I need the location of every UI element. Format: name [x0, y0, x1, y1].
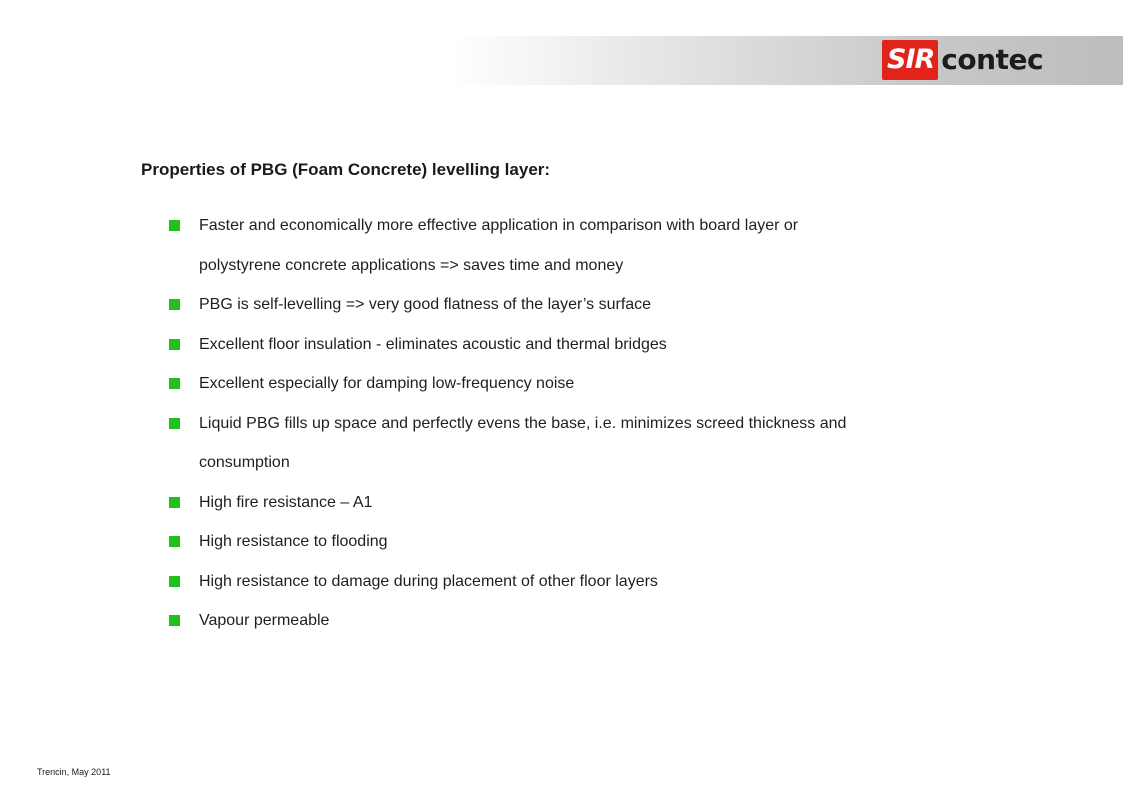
list-item-text: Vapour permeable	[199, 612, 330, 629]
list-item	[167, 562, 867, 602]
green-square-bullet-icon	[169, 576, 180, 587]
green-square-bullet-icon	[169, 536, 180, 547]
list-item	[167, 285, 867, 325]
list-item	[167, 206, 867, 285]
list-item	[167, 483, 867, 523]
green-square-bullet-icon	[169, 339, 180, 350]
green-square-bullet-icon	[169, 497, 180, 508]
company-logo	[882, 40, 1043, 80]
footer-date: Trencin, May 2011	[37, 767, 111, 777]
list-item	[167, 325, 867, 365]
logo-prefix: SIR	[882, 40, 938, 80]
list-item-text: High resistance to flooding	[199, 533, 388, 550]
list-item-text: Faster and economically more effective application in comparison with board layer or polystyrene concrete applications => saves time and money	[199, 217, 799, 274]
green-square-bullet-icon	[169, 378, 180, 389]
page-title: Properties of PBG (Foam Concrete) levelling layer:	[141, 160, 551, 179]
list-item-text: PBG is self-levelling => very good flatness of the layer’s surface	[199, 296, 652, 313]
logo-suffix: contec	[941, 43, 1044, 76]
green-square-bullet-icon	[169, 220, 180, 231]
list-item-text: High resistance to damage during placement of other floor layers	[199, 572, 658, 590]
list-item	[167, 364, 867, 404]
list-item-text: Excellent floor insulation - eliminates acoustic and thermal bridges	[199, 335, 667, 353]
green-square-bullet-icon	[169, 418, 180, 429]
green-square-bullet-icon	[169, 615, 180, 626]
list-item	[167, 601, 867, 641]
list-item	[167, 404, 867, 483]
list-item-text: Liquid PBG fills up space and perfectly evens the base, i.e. minimizes screed thickness and consumption	[199, 414, 847, 471]
list-item-text: Excellent especially for damping low-frequency noise	[199, 375, 575, 392]
list-item	[167, 522, 867, 562]
green-square-bullet-icon	[169, 299, 180, 310]
properties-list	[167, 206, 867, 641]
list-item-text: High fire resistance – A1	[199, 493, 373, 511]
